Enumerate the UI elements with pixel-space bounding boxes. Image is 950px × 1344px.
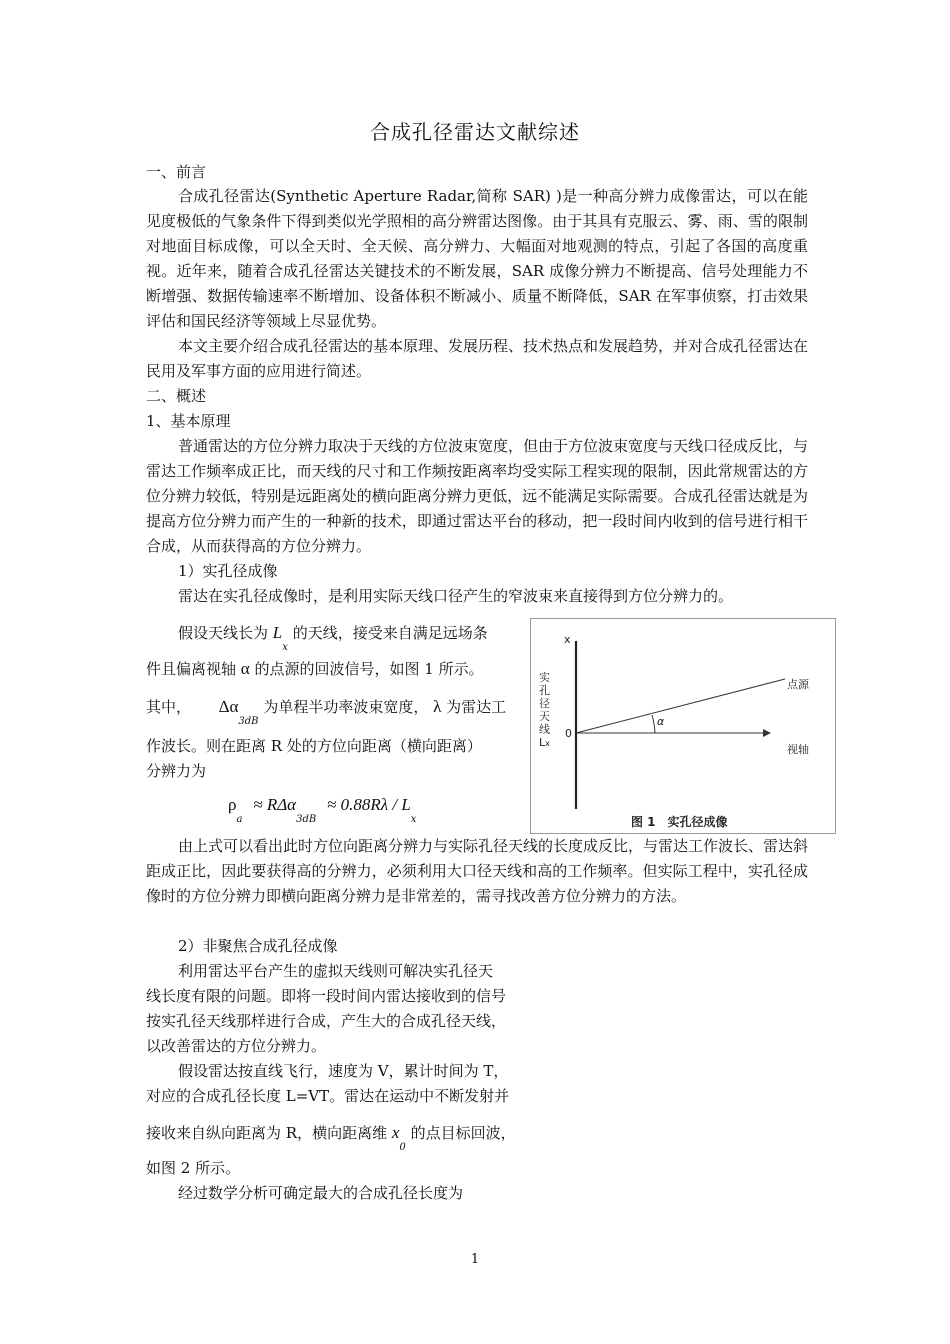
text-line-resolution: 分辨力为 [146,762,207,780]
text-line: 以改善雷达的方位分辨力。 [146,1037,327,1055]
math-subscript: 0 [399,1142,406,1153]
subsection-heading-principle: 1、基本原理 [146,412,231,430]
point-source-label: 点源 [787,678,809,691]
text-line-off-axis [146,656,484,682]
section-heading-overview: 二、概述 [146,387,207,405]
origin-label: 0 [565,727,572,740]
text-segment: 件且偏离视轴 [146,660,237,678]
text-line-antenna-length [178,620,488,653]
text-line: 经过数学分析可确定最大的合成孔径长度为 [178,1184,464,1202]
section-heading-preface: 一、前言 [146,163,207,181]
text-line: 对应的合成孔径长度 L=VT。雷达在运动中不断发射并 [146,1087,510,1105]
paragraph-principle: 普通雷达的方位分辨力取决于天线的方位波束宽度，但由于方位波束宽度与天线口径成反比，与雷达工作频率成正比，而天线的尺寸和工作频按距离率均受实际工程实现的限制，因此常规雷达的方位分辨力较低，特别是远距离处的横向距离分辨力更低，远不能满足实际需要。合成孔径雷达就是为提高方位分辨力而产生的一种新的技术，即通过雷达平台的移动，把一段时间内收到的信号进行相干合成，从而获得高的方位分辨力。 [146,437,809,555]
antenna-label-text: 实孔径天线L [539,671,550,749]
formula-term: ≈ RΔα [253,795,297,814]
text-line-beamwidth [146,694,507,727]
page-number: 1 [470,1252,480,1267]
text-segment: 为雷达工 [446,698,507,716]
text-line: 利用雷达平台产生的虚拟天线则可解决实孔径天 [178,962,494,980]
figure-diagram [531,619,835,833]
math-symbol-rho: ρ [228,795,237,814]
point-source-ray [576,679,785,733]
axis-arrow-icon [763,729,771,737]
formula-azimuth-resolution [228,792,417,825]
sight-axis-label: 视轴 [787,743,809,756]
antenna-label [539,671,553,750]
text-segment: 假设天线长为 [178,624,269,642]
paragraph-real-aperture-2: 由上式可以看出此时方位向距离分辨力与实际孔径天线的长度成反比，与雷达工作波长、雷达斜距成正比，因此要获得高的分辨力，必须利用大口径天线和高的工作频率。但实际工程中，实孔径成像时的方位分辨力即横向距离分辨力是非常差的，需寻找改善方位分辨力的方法。 [146,837,809,905]
text-line: 假设雷达按直线飞行，速度为 V，累计时间为 T， [178,1062,509,1080]
math-subscript: a [236,814,243,825]
item-heading-real-aperture: 1）实孔径成像 [178,562,278,580]
paragraph-intro-1: 合成孔径雷达(Synthetic Aperture Radar,简称 SAR) )是一种高分辨力成像雷达，可以在能见度极低的气象条件下得到类似光学照相的高分辨雷达图像。由于其具有克服云、雾、雨、雪的限制对地面目标成像，可以全天时、全天候、高分辨力、大幅面对地观测的特点，引起了各国的高度重视。近年来，随着合成孔径雷达关键技术的不断发展，SAR 成像分辨力不断提高、信号处理能力不断增强、数据传输速率不断增加、设备体积不断减小、质量不断降低，SAR 在军事侦察，打击效果评估和国民经济等领域上尽显优势。 [146,187,808,330]
angle-arc [652,715,655,733]
text-segment: 其中， [146,698,192,716]
text-line: 线长度有限的问题。即将一段时间内雷达接收到的信号 [146,987,507,1005]
document-title: 合成孔径雷达文献综述 [370,120,580,144]
text-line: 如图 2 所示。 [146,1159,241,1177]
text-segment: 的点源的回波信号，如图 1 所示。 [254,660,484,678]
text-segment: 的天线，接受来自满足远场条 [292,624,488,642]
math-subscript: x [282,642,288,653]
text-line: 按实孔径天线那样进行合成，产生大的合成孔径天线， [146,1012,507,1030]
figure-real-aperture [530,618,836,834]
angle-label: α [657,715,665,728]
item-heading-unfocused-sar: 2）非聚焦合成孔径成像 [178,937,338,955]
text-line-target [146,1120,516,1153]
paragraph-intro-2: 本文主要介绍合成孔径雷达的基本原理、发展历程、技术热点和发展趋势，并对合成孔径雷达在民用及军事方面的应用进行简述。 [146,337,809,380]
text-segment: 为单程半功率波束宽度， [263,698,429,716]
text-segment: 的点目标回波， [410,1124,516,1142]
text-segment: 接收来自纵向距离为 R，横向距离维 [146,1124,388,1142]
math-subscript: 3dB [238,716,259,727]
math-subscript: 3dB [296,814,317,825]
text-line-wavelength: 作波长。则在距离 R 处的方位向距离（横向距离） [146,737,482,755]
math-symbol-alpha: α [240,659,250,678]
axis-label-x: x [564,633,571,646]
math-symbol-L: L [272,623,283,642]
formula-term: ≈ 0.88Rλ / L [327,795,411,814]
figure-caption: 图 1 实孔径成像 [631,815,728,829]
paragraph-real-aperture-1: 雷达在实孔径成像时，是利用实际天线口径产生的窄波束来直接得到方位分辨力的。 [178,587,734,605]
antenna-label-sub: x [545,739,550,748]
math-symbol-x0: x [391,1123,400,1142]
math-subscript: x [410,814,417,825]
math-symbol-lambda: λ [433,697,442,716]
math-symbol-delta-alpha: Δα [218,697,239,716]
